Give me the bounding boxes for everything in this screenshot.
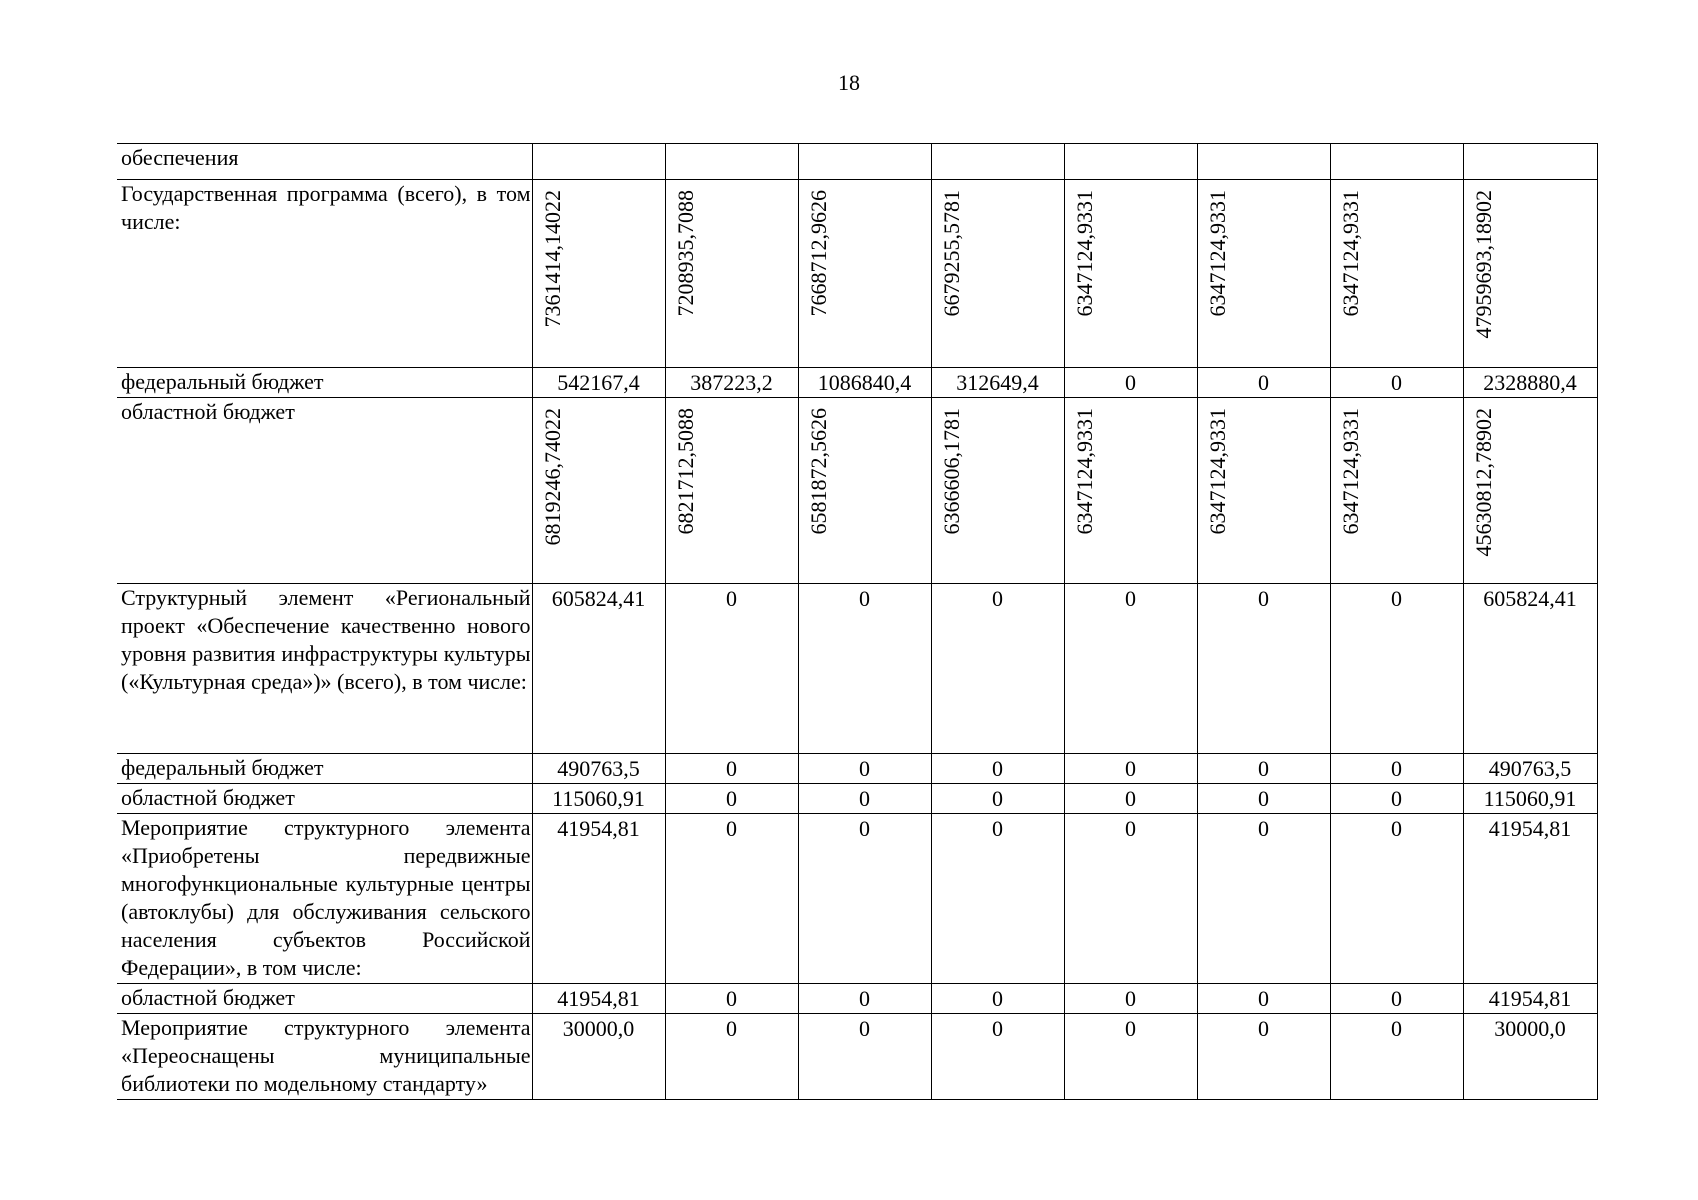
cell-value: 542167,4 [532, 368, 665, 398]
cell-value: 0 [798, 814, 931, 984]
cell-value [1064, 144, 1197, 180]
cell-value: 0 [665, 754, 798, 784]
cell-value: 7668712,9626 [805, 190, 831, 317]
table-cell [1064, 180, 1197, 368]
table-cell [798, 398, 931, 584]
cell-value [1330, 144, 1463, 180]
cell-value [532, 144, 665, 180]
table-cell [1330, 180, 1463, 368]
cell-value: 6347124,9331 [1337, 190, 1363, 317]
cell-value: 0 [798, 754, 931, 784]
table-row [117, 584, 1597, 754]
cell-value: 6347124,9331 [1071, 190, 1097, 317]
cell-value [1463, 144, 1597, 180]
cell-value: 0 [798, 584, 931, 754]
row-label: Государственная программа (всего), в том числе: [117, 180, 532, 368]
row-label: областной бюджет [117, 784, 532, 814]
table-row [117, 754, 1597, 784]
cell-value: 6821712,5088 [672, 408, 698, 535]
row-label: федеральный бюджет [117, 754, 532, 784]
table-cell [1463, 398, 1597, 584]
table-row [117, 180, 1597, 368]
cell-value [931, 144, 1064, 180]
table-cell [798, 180, 931, 368]
cell-value: 41954,81 [1463, 814, 1597, 984]
table-row [117, 368, 1597, 398]
budget-table [117, 143, 1598, 1100]
cell-value: 6347124,9331 [1071, 408, 1097, 535]
cell-value: 0 [1064, 1014, 1197, 1100]
row-label: Структурный элемент «Региональный проект «Обеспечение качественно нового уровня развития инфраструктуры культуры («Культурная среда»)» (всего), в том числе: [117, 584, 532, 754]
cell-value: 0 [1330, 584, 1463, 754]
cell-value: 0 [665, 584, 798, 754]
cell-value: 0 [931, 1014, 1064, 1100]
row-label: областной бюджет [117, 984, 532, 1014]
cell-value: 0 [1330, 784, 1463, 814]
cell-value: 0 [1197, 814, 1330, 984]
cell-value [1197, 144, 1330, 180]
cell-value: 0 [1064, 784, 1197, 814]
table-row [117, 398, 1597, 584]
table-row [117, 144, 1597, 180]
cell-value: 0 [931, 584, 1064, 754]
cell-value: 0 [665, 1014, 798, 1100]
cell-value: 7361414,14022 [539, 190, 565, 328]
table-cell [1197, 180, 1330, 368]
table-row [117, 784, 1597, 814]
table-cell [1197, 398, 1330, 584]
cell-value: 0 [665, 784, 798, 814]
cell-value: 41954,81 [532, 814, 665, 984]
cell-value: 6366606,1781 [938, 408, 964, 535]
cell-value: 387223,2 [665, 368, 798, 398]
cell-value: 30000,0 [1463, 1014, 1597, 1100]
cell-value: 0 [1064, 754, 1197, 784]
cell-value: 0 [931, 814, 1064, 984]
table-cell [665, 180, 798, 368]
cell-value: 0 [798, 984, 931, 1014]
cell-value: 490763,5 [532, 754, 665, 784]
table-cell [1064, 398, 1197, 584]
cell-value: 0 [1197, 984, 1330, 1014]
budget-table-body [117, 144, 1597, 1100]
cell-value: 0 [1064, 814, 1197, 984]
cell-value: 7208935,7088 [672, 190, 698, 317]
table-cell [1330, 398, 1463, 584]
cell-value: 0 [1197, 1014, 1330, 1100]
table-cell [931, 180, 1064, 368]
cell-value: 0 [1330, 754, 1463, 784]
cell-value: 30000,0 [532, 1014, 665, 1100]
cell-value: 0 [1197, 754, 1330, 784]
cell-value: 0 [798, 1014, 931, 1100]
cell-value: 0 [1197, 368, 1330, 398]
row-label: обеспечения [117, 144, 532, 180]
cell-value [665, 144, 798, 180]
cell-value: 1086840,4 [798, 368, 931, 398]
cell-value: 6347124,9331 [1204, 408, 1230, 535]
row-label: федеральный бюджет [117, 368, 532, 398]
cell-value: 41954,81 [532, 984, 665, 1014]
cell-value: 6347124,9331 [1204, 190, 1230, 317]
cell-value: 6347124,9331 [1337, 408, 1363, 535]
cell-value: 0 [931, 984, 1064, 1014]
cell-value: 312649,4 [931, 368, 1064, 398]
cell-value: 0 [1330, 368, 1463, 398]
cell-value: 47959693,18902 [1470, 190, 1496, 339]
row-label: областной бюджет [117, 398, 532, 584]
cell-value: 0 [1064, 368, 1197, 398]
cell-value: 6581872,5626 [805, 408, 831, 535]
cell-value: 0 [1330, 814, 1463, 984]
cell-value: 6679255,5781 [938, 190, 964, 317]
table-cell [532, 180, 665, 368]
cell-value: 2328880,4 [1463, 368, 1597, 398]
page-number: 18 [838, 70, 860, 95]
cell-value: 0 [1064, 984, 1197, 1014]
cell-value: 0 [1330, 1014, 1463, 1100]
cell-value: 115060,91 [1463, 784, 1597, 814]
cell-value: 45630812,78902 [1470, 408, 1496, 557]
cell-value: 0 [665, 984, 798, 1014]
table-cell [931, 398, 1064, 584]
cell-value: 605824,41 [532, 584, 665, 754]
cell-value: 115060,91 [532, 784, 665, 814]
cell-value: 0 [931, 784, 1064, 814]
cell-value: 605824,41 [1463, 584, 1597, 754]
table-row [117, 984, 1597, 1014]
cell-value: 0 [1197, 584, 1330, 754]
cell-value: 0 [931, 754, 1064, 784]
cell-value [798, 144, 931, 180]
cell-value: 490763,5 [1463, 754, 1597, 784]
cell-value: 0 [798, 784, 931, 814]
row-label: Мероприятие структурного элемента «Приобретены передвижные многофункциональные культурные центры (автоклубы) для обслуживания сельского населения субъектов Российской Федерации», в том числе: [117, 814, 532, 984]
cell-value: 6819246,74022 [539, 408, 565, 546]
table-row [117, 1014, 1597, 1100]
cell-value: 0 [1330, 984, 1463, 1014]
cell-value: 41954,81 [1463, 984, 1597, 1014]
table-cell [665, 398, 798, 584]
table-cell [532, 398, 665, 584]
row-label: Мероприятие структурного элемента «Переоснащены муниципальные библиотеки по модельному стандарту» [117, 1014, 532, 1100]
table-cell [1463, 180, 1597, 368]
cell-value: 0 [665, 814, 798, 984]
cell-value: 0 [1064, 584, 1197, 754]
cell-value: 0 [1197, 784, 1330, 814]
table-row [117, 814, 1597, 984]
